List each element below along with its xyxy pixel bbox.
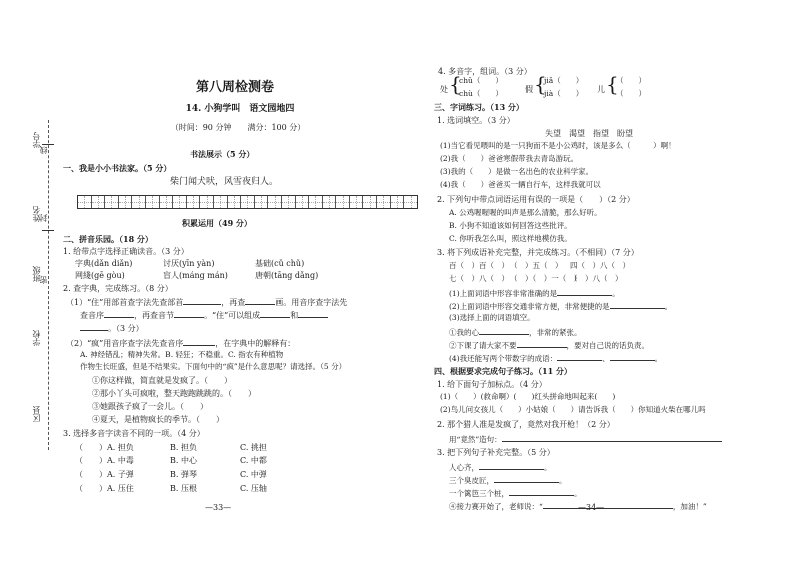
q4-1: 1. 给下面句子加标点。（4 分） [437,380,547,389]
poem-line: 柴门闻犬吠，风雪夜归人。 [170,177,279,187]
q3-3-2: (2)上面词语中形容交通非常方便，非常便捷的是 。 [449,302,673,311]
opt-3-b: B. 弹琴 [170,470,197,479]
exam-meta: （时间：90 分钟 满分：100 分） [170,123,306,132]
quxian-label: 区县 [32,406,41,422]
xian-label: 线 [39,146,48,154]
page-title: 第八周检测卷 [195,80,274,95]
section-shufa: 书法展示（5 分） [190,149,255,159]
idiom-1-1: 百（ ）百（ ） [449,261,509,270]
q4-heading: 四、根据要求完成句子练习。（11 分） [434,366,572,376]
q2-2: 2. 查字典，完成练习。（8 分） [63,284,173,293]
jia-reading-2: jià（ ） [544,89,584,98]
pinyin-1-1: 字典(dǎn diǎn) [75,259,133,268]
idiom-2-1: 七（ ）八（ ） [449,274,509,283]
q2-2-1-line1: （1）“住”用部首查字法先查部首 ，再查 画。用音序查字法先 [66,298,348,307]
opt-3-c: C. 中弹 [240,470,267,479]
jia-reading-1: jiǎ（ ） [544,76,584,85]
section-jilei: 积累运用（49 分） [182,218,252,228]
q2-2-1-line3: 。（3 分） [80,322,144,334]
fill-3: (3)我的（ ）是做一名出色的农业科学家。 [440,167,594,176]
xingming-label: 姓名 [32,206,41,222]
opt-1-c: C. 挑担 [240,443,267,452]
sentence-1: ①你这样做，简直就是发疯了。（ ） [92,376,232,385]
chu-reading-1: chǔ（ ） [459,76,503,85]
idiom-1-2: （ ）五（ ） [510,261,563,270]
fill-4: (4)我（ ）爸爸买一辆自行车，这样我就可以 [440,180,601,189]
idiom-2-2: （ ）（ ）一（ ） [510,274,582,283]
er-reading-2: （ ） [616,89,646,98]
page-number-left: —33— [205,503,232,512]
punct-1: (1)（ ）(救命啊）( )红头拼命地叫起来( ) [440,392,616,401]
q2-2-2-line2: A. 神经错乱；精神失常。B. 轻狂；不稳重。C. 指农有种植物 [80,350,284,359]
xuehao-label: 学号 [32,132,41,148]
opt-3-a: （ ）A. 子弹 [75,470,134,479]
q3-3-3b: ②下课了请大家不要 ，要对自己说的话负责。 [449,341,649,350]
q4-2-b: 用“竟然”造句： [449,433,722,445]
fill-1: (1)当它看见喂叫的是一只狗而不是小公鸡时，该是多么（ ）啊！ [440,141,676,150]
sentence-3: ③她跟孩子疯了一会儿。（ ） [92,402,208,411]
pinyin-2-1: 网綫(gē gòu) [75,271,125,280]
pinyin-2-2: 盲人(máng mán) [163,271,228,280]
complete-2: 三个臭皮匠， 。 [449,476,567,485]
idiom-2-3: （ ）八（ ） [570,274,623,283]
chu-char: 处 [440,85,448,94]
opt-1-b: B. 担负 [170,443,197,452]
blank-xingming [42,230,54,231]
fill-2: (2)我（ ）爸爸寒假带我去青岛游玩。 [440,154,579,163]
q3-3: 3. 将下列成语补充完整，并完成练习。（不相同）（7 分） [437,248,639,257]
word-bank: 失望 渴望 指望 盼望 [545,129,633,138]
q1-heading: 一、我是小小书法家。（5 分） [63,163,172,173]
q-duoyinzi: 4. 多音字，组词。（3 分） [438,67,532,76]
opt-1-a: （ ）A. 担负 [75,443,134,452]
q3-3-4: (4)我还能写两个带数字的成语： 、 。 [449,354,663,363]
q3-3-3: (3)选择上面的词语填空。 [449,313,535,322]
q3-2: 2. 下列句中带点词语运用有误的一项是（ ）（2 分） [437,195,635,204]
er-brace: { [606,72,619,96]
banji-label: 班级 [32,266,41,282]
pinyin-1-3: 基础(cǔ chǔ) [255,259,305,268]
opt-4-b: B. 压根 [170,484,197,493]
complete-1: 人心齐， 。 [449,463,552,472]
page-number-right: —34— [578,503,605,512]
q2-2-2-line3: 作物生长旺盛，但是不结果实。下面句中的“疯”是什么意思呢？请选择。（5 分） [80,362,347,371]
q4-3: 3. 把下列句子补充完整。（5 分） [437,448,555,457]
chu-reading-2: chù（ ） [459,89,503,98]
q2-3: 3. 选择多音字读音不同的一项。（4 分） [63,429,205,438]
q2-2-2-line1: （2）“疯”用音序查字法先查音序 ，在字典中的解释有： [66,339,296,348]
mi-label: 密 [39,276,48,284]
q4-2: 2. 那个猎人准是发疯了，竟然对我开枪！（2 分） [437,420,615,429]
er-reading-1: （ ） [616,76,646,85]
q3-heading: 三、字词练习。（13 分） [434,102,524,112]
sentence-4: ④夏天，是植物疯长的季节。（ ） [92,415,224,424]
calligraphy-grid [77,195,418,209]
jia-brace: { [534,72,547,96]
lesson-subtitle: 14. 小狗学叫 语文园地四 [185,104,295,114]
pinyin-1-2: 讨厌(yīn yàn) [163,259,215,268]
q2-1: 1. 给带点字选择正确读音。（3 分） [63,247,189,256]
punct-2: (2)鸟儿问女孩儿（ ）小姑娘（ ）请告诉我（ ）你知道火柴在哪儿吗 [440,405,706,414]
xuexiao-label: 学校 [32,330,41,346]
opt-2-b: B. 中心 [170,456,197,465]
q3-1: 1. 选词填空。（3 分） [437,116,515,125]
jia-char: 假 [525,85,533,94]
q3-2-a: A. 公鸡喔喔喔的叫声是那么清脆，那么好听。 [449,208,602,217]
sentence-2: ②那小丫头可疯啦，整天跑跑跳跳的。（ ） [92,389,256,398]
chu-brace: { [449,72,462,96]
opt-4-c: C. 压轴 [240,484,267,493]
complete-3: 一个篱笆三个桩， 。 [449,489,582,498]
feng-label: 封 [39,214,48,222]
q2-2-1-line2: 查音序 ，再查音节 。“住”可以组成 和 [80,309,328,321]
pinyin-2-3: 唐朝(tāng dǎng) [255,271,319,280]
q3-2-c: C. 你听我怎么叫，照这样地模仿我。 [449,234,572,243]
blank-xuehao [42,144,54,145]
opt-2-a: （ ）A. 中毒 [75,456,134,465]
idiom-1-3: 四（ ）八（ ） [570,261,630,270]
er-char: 儿 [597,85,605,94]
opt-2-c: C. 中都 [240,456,267,465]
q3-3-3a: ①我的心 ，非常的紧张。 [449,328,582,337]
q2-heading: 二、拼音乐园。（18 分） [63,234,153,244]
opt-4-a: （ ）A. 压住 [75,484,134,493]
q3-2-b: B. 小狗不知道该如何回答这些批评。 [449,221,572,230]
binding-line [48,120,49,450]
complete-4: ④接力赛开始了，老师说：“ ，加油！” [449,502,707,511]
q3-3-1: (1)上面词语中形容非常准确的是 。 [449,289,620,298]
